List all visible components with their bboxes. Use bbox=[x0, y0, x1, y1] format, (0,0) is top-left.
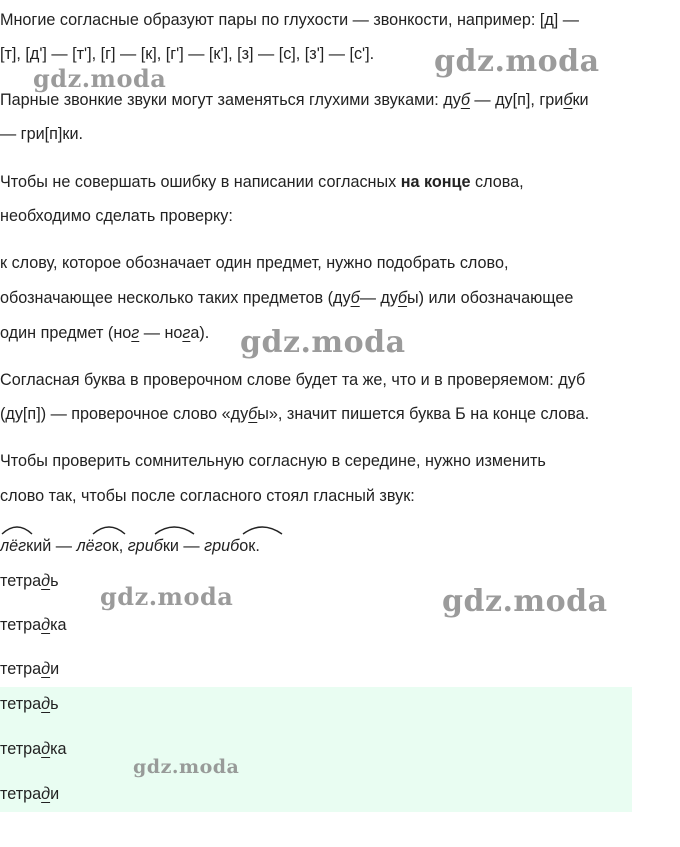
bold-text: на конце bbox=[400, 173, 471, 191]
text: тетра bbox=[0, 660, 42, 678]
text: и bbox=[50, 785, 60, 803]
underlined-letter: д bbox=[41, 660, 51, 678]
answer-word-line bbox=[0, 784, 59, 804]
underlined-letter: д bbox=[41, 785, 51, 803]
root-arc bbox=[93, 527, 125, 534]
text: кий — bbox=[26, 537, 72, 555]
text: один предмет (но bbox=[0, 324, 132, 342]
text: ки bbox=[572, 91, 589, 109]
text: — гри[п]ки. bbox=[0, 125, 84, 143]
text: к слову, которое обозначает один предмет, нужно подобрать слово, bbox=[0, 254, 509, 272]
text-line bbox=[0, 44, 374, 64]
text: ок. bbox=[239, 537, 260, 555]
text: (ду[п]) — проверочное слово «ду bbox=[0, 405, 249, 423]
text: — ду bbox=[359, 289, 398, 307]
underlined-letter: б bbox=[248, 405, 258, 423]
text-line bbox=[0, 288, 573, 308]
underlined-letter: д bbox=[41, 740, 51, 758]
underlined-letter: г bbox=[182, 324, 191, 342]
underlined-letter: д bbox=[41, 695, 51, 713]
text: и bbox=[50, 660, 60, 678]
root-arcs bbox=[0, 518, 320, 538]
underlined-letter: г bbox=[131, 324, 140, 342]
example-line bbox=[0, 536, 260, 556]
text: Парные звонкие звуки могут заменяться глухими звуками: ду bbox=[0, 91, 461, 109]
text: ы) или обозначающее bbox=[407, 289, 574, 307]
watermark: gdz.moda bbox=[434, 44, 600, 79]
text-line bbox=[0, 451, 546, 471]
text: тетра bbox=[0, 740, 42, 758]
text: слово так, чтобы после согласного стоял гласный звук: bbox=[0, 487, 415, 505]
answer-word-line bbox=[0, 739, 67, 759]
root-arc bbox=[243, 527, 282, 534]
text: тетра bbox=[0, 695, 42, 713]
text-line bbox=[0, 486, 415, 506]
root-arc bbox=[155, 527, 194, 534]
text: Согласная буква в проверочном слове будет та же, что и в проверяемом: дуб bbox=[0, 371, 586, 389]
text-line bbox=[0, 172, 524, 192]
text: ь bbox=[50, 572, 59, 590]
root-part: гриб bbox=[127, 537, 163, 555]
watermark: gdz.moda bbox=[240, 325, 406, 360]
text: необходимо сделать проверку: bbox=[0, 207, 233, 225]
text: Многие согласные образуют пары по глухости — звонкости, например: [д] — bbox=[0, 11, 579, 29]
text: ок, bbox=[102, 537, 124, 555]
text: обозначающее несколько таких предметов (ду bbox=[0, 289, 351, 307]
watermark: gdz.moda bbox=[442, 584, 608, 619]
underlined-letter: б bbox=[460, 91, 470, 109]
text: ка bbox=[50, 616, 67, 634]
text: ка bbox=[50, 740, 67, 758]
word-line bbox=[0, 615, 67, 635]
text-line bbox=[0, 370, 585, 390]
word-line bbox=[0, 659, 59, 679]
text: Чтобы не совершать ошибку в написании согласных bbox=[0, 173, 401, 191]
answer-highlight bbox=[0, 687, 632, 812]
text: ы», значит пишется буква Б на конце слова. bbox=[257, 405, 590, 423]
text-line bbox=[0, 124, 83, 144]
root-part: лёг bbox=[0, 537, 27, 555]
text: ь bbox=[50, 695, 59, 713]
answer-word-line bbox=[0, 694, 59, 714]
text-line bbox=[0, 90, 589, 110]
underlined-letter: д bbox=[41, 572, 51, 590]
text-line bbox=[0, 404, 589, 424]
text: — ду[п], гри bbox=[469, 91, 564, 109]
text: ки — bbox=[162, 537, 200, 555]
text: тетра bbox=[0, 616, 42, 634]
underlined-letter: д bbox=[41, 616, 51, 634]
watermark: gdz.moda bbox=[133, 756, 240, 778]
text: тетра bbox=[0, 785, 42, 803]
root-part: лёг bbox=[76, 537, 103, 555]
underlined-letter: б bbox=[350, 289, 360, 307]
text: — но bbox=[139, 324, 183, 342]
text: тетра bbox=[0, 572, 42, 590]
underlined-letter: б bbox=[397, 289, 408, 307]
watermark: gdz.moda bbox=[100, 582, 234, 611]
root-part: гриб bbox=[204, 537, 240, 555]
word-line bbox=[0, 571, 59, 591]
text-line bbox=[0, 206, 233, 226]
text: Чтобы проверить сомнительную согласную в середине, нужно изменить bbox=[0, 452, 546, 470]
text-line bbox=[0, 323, 209, 343]
text: слова, bbox=[470, 173, 524, 191]
text-line bbox=[0, 10, 579, 30]
text: [т], [д'] — [т'], [г] — [к], [г'] — [к'], [з] — [с], [з'] — [с']. bbox=[0, 45, 375, 63]
root-arc bbox=[2, 527, 32, 534]
watermark: gdz.moda bbox=[33, 64, 167, 93]
underlined-letter: б bbox=[563, 91, 573, 109]
text-line bbox=[0, 253, 508, 273]
text: а). bbox=[190, 324, 210, 342]
